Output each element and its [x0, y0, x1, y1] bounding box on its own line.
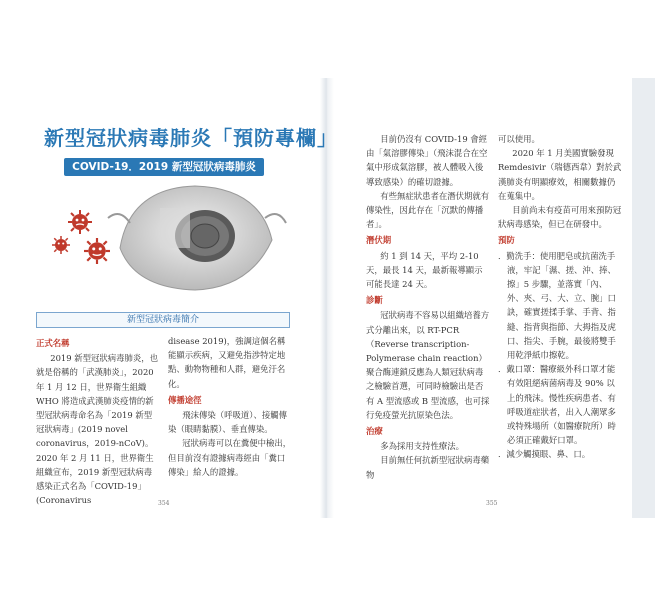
body-text: 多為採用支持性療法。 [380, 441, 465, 452]
section-heading: 傳播途徑 [168, 394, 202, 405]
body-text: disease 2019)，強調這個名稱能顯示疾病，又避免指涉特定地點、動物物種和人群，避免汙名化。 [168, 336, 286, 389]
bullet-item: ．減少觸摸眼、鼻、口。 [498, 449, 591, 460]
right-column-2 [498, 132, 622, 462]
left-column-1 [36, 334, 160, 507]
page-number: 354 [158, 500, 170, 507]
mask-illustration [100, 178, 290, 296]
virus-icon [68, 210, 92, 234]
section-heading: 正式名稱 [36, 338, 70, 348]
body-text: 目前尚未有疫苗可用來預防冠狀病毒感染，但已在研發中。 [498, 205, 622, 230]
body-text: 約 1 到 14 天，平均 2-10 天，最長 14 天，最新報導顯示可能長達 24 天。 [366, 250, 483, 290]
body-text: 飛沫傳染（呼吸道）、接觸傳染（眼睛黏膜）、垂直傳染。 [168, 410, 287, 435]
right-column-1 [366, 132, 490, 482]
section-heading: 診斷 [366, 295, 383, 306]
virus-icon [84, 238, 110, 264]
section-heading: 治療 [366, 426, 383, 437]
body-text: 目前仍沒有 COVID-19 會經由「氣溶膠傳染」（飛沫混合在空氣中形成氣溶膠，被人體吸入後導致感染）的確切證據。 [366, 134, 488, 187]
left-column-2 [168, 334, 292, 479]
subtitle-banner: COVID-19．2019 新型冠狀病毒肺炎 [64, 158, 264, 176]
body-text: 冠狀病毒不容易以組織培養方式分離出來，以 RT-PCR（Reverse transcription-Polymerase chain reaction）聚合酶連鎖反應為人類冠狀病毒之檢驗首選，可同時檢驗出是否有 A 型流感或 B 型流感，也可採行免疫螢光抗原染色法。 [366, 310, 490, 420]
bullet-item: ．勤洗手：使用肥皂或抗菌洗手液，牢記「濕、搓、沖、捧、擦」5 步驟，並落實「內、外、夾、弓、大、立、腕」口訣，確實搓揉手掌、手背、指縫、指背與指節、大拇指及虎口、指尖、手腕，最後將雙手用乾淨紙巾擦乾。 [498, 250, 616, 361]
body-text: 2019 新型冠狀病毒肺炎，也就是俗稱的「武漢肺炎」，2020 年 1 月 12 日，世界衛生組織 WHO 將造成武漢肺炎疫情的新型冠狀病毒命名為「2019 新型冠狀病毒」(2019 novel coronavirus，2019-nCoV)。2020 年 2 月 11 日，世界衛生組織宣布，2019 新型冠狀病毒感染正式名為「COVID-19」(Coronavirus [36, 353, 158, 506]
section-heading: 預防 [498, 235, 515, 246]
body-text: 有些無症狀患者在潛伏期就有傳染性，因此存在「沉默的傳播者」。 [366, 190, 490, 230]
virus-icon [52, 236, 70, 254]
body-text: 2020 年 1 月美國實驗發現 Remdesivir（瑞德西韋）對於武漢肺炎有明顯療效，相關數據仍在蒐集中。 [498, 148, 622, 201]
section-heading: 潛伏期 [366, 235, 392, 246]
page-title: 新型冠狀病毒肺炎「預防專欄」 [44, 126, 338, 150]
intro-box: 新型冠狀病毒簡介 [36, 312, 290, 328]
bullet-item: ．戴口罩：醫療級外科口罩才能有效阻絕病菌病毒及 90% 以上的飛沫。慢性疾病患者、有呼吸道症狀者，出入人潮眾多或特殊場所（如醫療院所）時必須正確戴好口罩。 [498, 364, 616, 446]
body-text: 冠狀病毒可以在糞便中檢出，但目前沒有證據病毒經由「糞口傳染」給人的證據。 [168, 438, 292, 477]
page-number: 355 [486, 500, 498, 507]
body-text: 可以使用。 [498, 134, 540, 144]
body-text: 目前無任何抗新型冠狀病毒藥物 [366, 455, 490, 480]
